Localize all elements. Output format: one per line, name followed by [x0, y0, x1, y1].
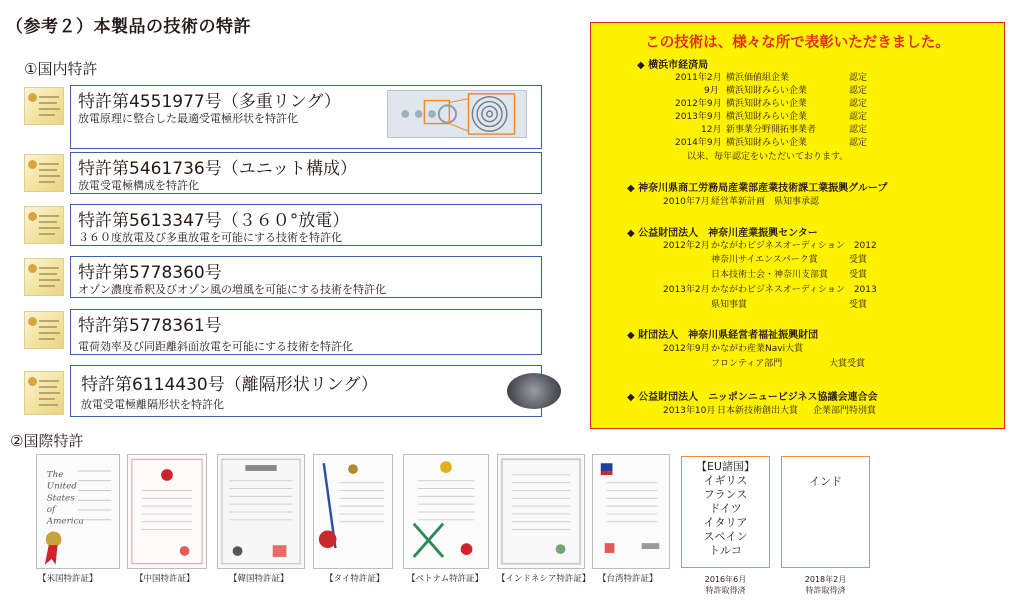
award-date: 2014年9月 — [675, 138, 722, 148]
svg-text:America: America — [46, 516, 84, 527]
country-label: インド — [809, 475, 842, 488]
award-date: 2012年9月 — [663, 344, 710, 354]
patent-box — [70, 309, 542, 355]
patent-description: オゾン濃度希釈及びオゾン風の増風を可能にする技術を特許化 — [78, 283, 386, 296]
acquisition-date: 2016年6月 — [704, 575, 747, 584]
patent-number: 特許第5613347号（３６０°放電） — [78, 211, 350, 231]
ring-electrode-photo — [507, 373, 561, 409]
award-name: 横浜知財みらい企業 — [726, 112, 808, 122]
award-name: かながわ産業Navi大賞 — [711, 344, 804, 354]
certificate-thumbnail — [24, 87, 64, 125]
acquisition-status: 特許取得済 — [705, 586, 746, 595]
certificate-caption: 【台湾特許証】 — [598, 574, 658, 584]
tw-certificate-image — [592, 454, 670, 569]
award-title: この技術は、様々な所で表彰いただきました。 — [645, 35, 950, 51]
country-label: イタリア — [703, 516, 748, 529]
country-label: 【EU諸国】 — [695, 460, 755, 473]
certificate-thumbnail — [24, 311, 64, 349]
certificate-thumbnail — [24, 154, 64, 192]
certificate-caption: 【インドネシア特許証】 — [497, 574, 591, 584]
patent-number: 特許第5778361号 — [78, 316, 222, 336]
award-date: 2012年9月 — [675, 99, 722, 109]
award-name: かながわビジネスオーディション 2013 — [711, 285, 877, 295]
patent-description: 放電原理に整合した最適受電極形状を特許化 — [78, 112, 298, 125]
country-label: イギリス — [703, 474, 748, 487]
country-label: スペイン — [703, 530, 748, 543]
award-date: 12月 — [701, 125, 722, 135]
country-label: トルコ — [709, 544, 742, 557]
india-box — [781, 456, 870, 568]
patent-box — [70, 204, 542, 246]
certificate-caption: 【タイ特許証】 — [325, 574, 385, 584]
award-name: 日本新技術創出大賞 — [717, 406, 799, 416]
award-date: 2010年7月 — [663, 197, 710, 207]
award-status: 認定 — [849, 73, 868, 83]
award-org: ◆ 財団法人 神奈川県経営者福祉振興財団 — [627, 330, 819, 341]
patent-description: 放電受電極構成を特許化 — [78, 179, 199, 192]
us-certificate-image — [36, 454, 120, 569]
svg-text:of: of — [46, 504, 56, 515]
award-org: ◆ 公益財団法人 神奈川産業振興センター — [627, 228, 818, 239]
certificate-caption: 【米国特許証】 — [38, 574, 98, 584]
award-name: 横浜知財みらい企業 — [726, 99, 808, 109]
patent-number: 特許第6114430号（離隔形状リング） — [81, 375, 378, 395]
award-name: 県知事賞 — [711, 300, 748, 310]
cn-certificate-image — [127, 454, 207, 569]
award-date: 2012年2月 — [663, 241, 710, 251]
award-status: 認定 — [849, 138, 868, 148]
award-date: 2013年2月 — [663, 285, 710, 295]
award-name: 新事業分野開拓事業者 — [726, 125, 817, 135]
patent-description: ３６０度放電及び多重放電を可能にする技術を特許化 — [78, 231, 342, 244]
certificate-thumbnail — [24, 258, 64, 296]
certificate-caption: 【ベトナム特許証】 — [407, 574, 484, 584]
award-name: 横浜知財みらい企業 — [726, 138, 808, 148]
patent-description: 放電受電極離隔形状を特許化 — [81, 398, 224, 411]
award-date: 2011年2月 — [675, 73, 722, 83]
award-date: 2013年10月 — [663, 406, 716, 416]
award-status: 認定 — [849, 86, 868, 96]
award-org: ◆ 神奈川県商工労務局産業部産業技術課工業振興グループ — [627, 183, 888, 194]
th-certificate-image — [313, 454, 393, 569]
svg-text:The: The — [46, 469, 64, 480]
certificate-caption: 【中国特許証】 — [135, 574, 195, 584]
award-name: 横浜価値組企業 — [726, 73, 790, 83]
award-name: 経営革新計画 県知事承認 — [711, 197, 820, 207]
award-status: 認定 — [849, 125, 868, 135]
domestic-heading: ①国内特許 — [24, 60, 98, 78]
acquisition-status: 特許取得済 — [805, 586, 846, 595]
award-name: 日本技術士会・神奈川支部賞 — [711, 270, 829, 280]
award-name: フロンティア部門 — [711, 359, 783, 369]
award-note: 以来、毎年認定をいただいております。 — [687, 152, 849, 162]
award-name: 神奈川サイエンスパーク賞 — [711, 255, 818, 265]
country-label: フランス — [703, 488, 748, 501]
award-status: 認定 — [849, 99, 868, 109]
award-name: 横浜知財みらい企業 — [726, 86, 808, 96]
patent-number: 特許第5461736号（ユニット構成） — [78, 159, 358, 179]
award-date: 2013年9月 — [675, 112, 722, 122]
award-status: 企業部門特別賞 — [813, 406, 877, 416]
award-status: 認定 — [849, 112, 868, 122]
award-name: かながわビジネスオーディション 2012 — [711, 241, 877, 251]
patent-box — [70, 256, 542, 298]
id-certificate-image — [497, 454, 585, 569]
award-status: 受賞 — [849, 300, 868, 310]
award-org: ◆ 公益財団法人 ニッポンニュービジネス協議会連合会 — [627, 392, 878, 403]
country-label: ドイツ — [709, 502, 742, 515]
svg-text:States: States — [46, 493, 75, 504]
award-status: 受賞 — [849, 255, 868, 265]
award-status: 受賞 — [849, 270, 868, 280]
page-title: （参考２）本製品の技術の特許 — [6, 17, 251, 37]
electrode-photo — [387, 90, 527, 138]
patent-box — [70, 152, 542, 194]
acquisition-caption — [681, 574, 770, 596]
svg-text:United: United — [46, 481, 77, 492]
certificate-thumbnail — [24, 206, 64, 244]
patent-box — [70, 365, 542, 417]
patent-number: 特許第5778360号 — [78, 263, 222, 283]
acquisition-caption — [781, 574, 870, 596]
certificate-thumbnail — [24, 371, 64, 415]
patent-box — [70, 85, 542, 149]
vn-certificate-image — [403, 454, 489, 569]
eu-countries-box — [681, 456, 770, 568]
award-org: ◆ 横浜市経済局 — [637, 60, 709, 71]
patent-number: 特許第4551977号（多重リング） — [78, 92, 341, 112]
award-date: 9月 — [704, 86, 719, 96]
kr-certificate-image — [217, 454, 305, 569]
acquisition-date: 2018年2月 — [804, 575, 847, 584]
award-panel — [590, 22, 1005, 429]
award-status: 大賞受賞 — [829, 359, 866, 369]
patent-description: 電荷効率及び同距離斜面放電を可能にする技術を特許化 — [78, 340, 353, 353]
international-heading: ②国際特許 — [10, 432, 84, 450]
certificate-caption: 【韓国特許証】 — [229, 574, 289, 584]
